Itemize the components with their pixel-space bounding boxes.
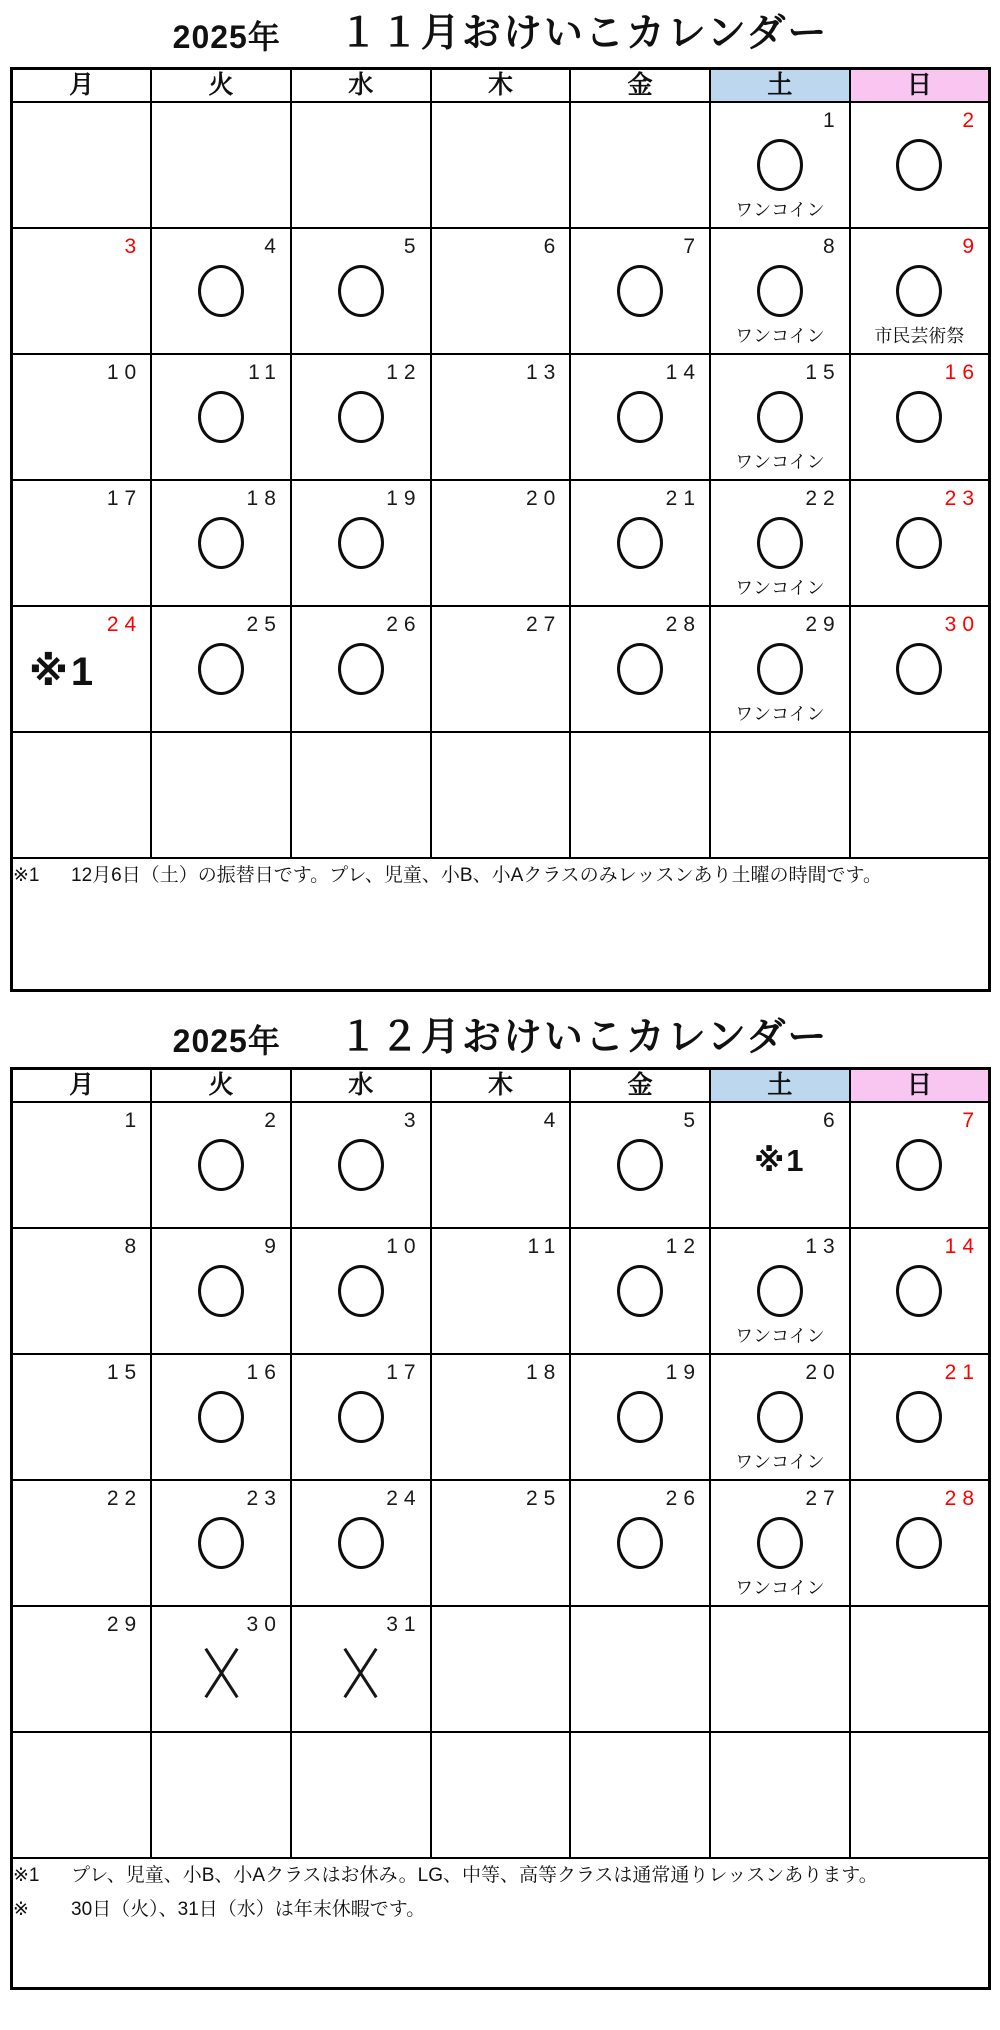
day-header-sat: 土	[710, 1069, 850, 1103]
day-cell	[151, 606, 291, 732]
day-cell	[710, 102, 850, 228]
lesson-circle-icon	[198, 391, 244, 443]
lesson-circle-icon	[198, 643, 244, 695]
day-cell-empty	[431, 1606, 571, 1732]
day-cell	[291, 354, 431, 480]
day-cell	[850, 354, 990, 480]
day-number: 8	[823, 235, 841, 258]
day-cell	[151, 1354, 291, 1480]
day-cell	[12, 228, 152, 354]
day-header-fri: 金	[570, 1069, 710, 1103]
week-row	[12, 1480, 990, 1606]
lesson-circle-icon	[198, 265, 244, 317]
day-cell	[850, 1102, 990, 1228]
day-cell	[850, 1480, 990, 1606]
calendar-year-label: 2025年	[172, 19, 281, 55]
day-cell	[431, 1228, 571, 1354]
day-event-label: ワンコイン	[735, 1452, 825, 1472]
day-cell	[570, 1354, 710, 1480]
day-cell	[291, 606, 431, 732]
day-cell	[710, 1228, 850, 1354]
day-number-holiday: 7	[962, 1109, 980, 1132]
day-number-holiday: 2	[962, 109, 980, 132]
day-cell	[12, 1228, 152, 1354]
day-number: 4	[543, 1109, 562, 1132]
day-cell	[431, 228, 571, 354]
day-number-holiday: 3	[124, 235, 143, 258]
day-number: 26	[386, 613, 422, 636]
lesson-circle-icon	[338, 517, 384, 569]
day-cell-empty	[151, 1732, 291, 1858]
day-event-label: ワンコイン	[735, 452, 825, 472]
day-number: 31	[386, 1613, 422, 1636]
calendar-table	[10, 1067, 991, 1990]
day-cell	[850, 228, 990, 354]
day-number: 29	[805, 613, 841, 636]
day-cell	[710, 480, 850, 606]
day-number: 30	[246, 1613, 282, 1636]
day-number: 18	[525, 1361, 562, 1384]
day-header-wed: 水	[291, 69, 431, 103]
calendar-month-title: １１月おけいこカレンダー	[338, 12, 829, 55]
day-header-sun: 日	[850, 69, 990, 103]
week-row	[12, 354, 990, 480]
day-number-holiday: 28	[944, 1487, 980, 1510]
footnote-reference-mark: ※1	[29, 650, 97, 694]
day-cell-empty	[710, 1732, 850, 1858]
day-cell-empty	[570, 102, 710, 228]
day-cell	[570, 480, 710, 606]
day-number-holiday: 16	[944, 361, 980, 384]
day-cell	[151, 1606, 291, 1732]
day-cell-empty	[12, 102, 152, 228]
day-cell-empty	[570, 1732, 710, 1858]
day-number: 22	[805, 487, 841, 510]
lesson-circle-icon	[757, 1517, 803, 1569]
day-cell	[12, 1480, 152, 1606]
calendar-footer	[12, 1858, 990, 1989]
day-number: 2	[264, 1109, 282, 1132]
day-event-label: ワンコイン	[735, 1326, 825, 1346]
lesson-circle-icon	[198, 1139, 244, 1191]
day-number: 19	[386, 487, 422, 510]
calendar-header	[12, 1069, 990, 1103]
calendar-year-label: 2025年	[172, 1023, 281, 1059]
day-cell-empty	[12, 732, 152, 858]
day-cell	[291, 228, 431, 354]
lesson-circle-icon	[757, 517, 803, 569]
week-row	[12, 1606, 990, 1732]
lesson-circle-icon	[198, 1391, 244, 1443]
day-number: 17	[386, 1361, 422, 1384]
day-cell	[151, 1480, 291, 1606]
lesson-circle-icon	[617, 643, 663, 695]
day-cell	[570, 228, 710, 354]
day-number: 5	[683, 1109, 702, 1132]
day-number-holiday: 23	[944, 487, 980, 510]
lesson-circle-icon	[198, 517, 244, 569]
day-number: 13	[525, 361, 562, 384]
day-cell	[151, 354, 291, 480]
day-event-label: ワンコイン	[735, 326, 825, 346]
day-cell-empty	[570, 1606, 710, 1732]
day-number-holiday: 14	[944, 1235, 980, 1258]
day-header-thu: 木	[431, 69, 571, 103]
calendar-table	[10, 67, 991, 992]
lesson-circle-icon	[617, 1265, 663, 1317]
day-cell	[151, 480, 291, 606]
day-number: 9	[264, 1235, 282, 1258]
day-number-holiday: 9	[962, 235, 980, 258]
day-number: 15	[106, 1361, 143, 1384]
day-number-holiday: 24	[106, 613, 143, 636]
day-cell	[431, 1354, 571, 1480]
day-cell	[12, 1102, 152, 1228]
lesson-circle-icon	[896, 139, 942, 191]
lesson-circle-icon	[338, 391, 384, 443]
footnote-reference-mark: ※1	[754, 1143, 806, 1178]
lesson-circle-icon	[896, 643, 942, 695]
day-cell-empty	[710, 1606, 850, 1732]
day-cell	[570, 1228, 710, 1354]
day-number: 3	[403, 1109, 422, 1132]
day-cell	[151, 1228, 291, 1354]
day-number: 25	[246, 613, 282, 636]
week-row	[12, 606, 990, 732]
day-number: 27	[805, 1487, 841, 1510]
calendar-body	[12, 1102, 990, 1858]
lesson-circle-icon	[338, 1517, 384, 1569]
day-cell-empty	[291, 732, 431, 858]
footnote-marker: ※	[13, 1899, 29, 1920]
day-cell-empty	[151, 102, 291, 228]
lesson-circle-icon	[338, 1139, 384, 1191]
day-cell	[431, 1102, 571, 1228]
day-number: 22	[106, 1487, 143, 1510]
day-cell	[12, 606, 152, 732]
day-cell	[291, 1606, 431, 1732]
day-number-holiday: 21	[944, 1361, 980, 1384]
day-number: 18	[246, 487, 282, 510]
day-cell	[431, 1480, 571, 1606]
day-header-mon: 月	[12, 69, 152, 103]
day-number: 1	[823, 109, 841, 132]
day-cell	[850, 102, 990, 228]
lesson-circle-icon	[896, 1139, 942, 1191]
day-cell	[12, 480, 152, 606]
day-number: 11	[248, 361, 282, 384]
lesson-circle-icon	[617, 391, 663, 443]
day-cell	[12, 354, 152, 480]
day-number: 11	[527, 1235, 562, 1258]
lesson-circle-icon	[896, 391, 942, 443]
day-header-sat: 土	[710, 69, 850, 103]
lesson-circle-icon	[757, 1391, 803, 1443]
day-number: 13	[805, 1235, 841, 1258]
day-number: 7	[683, 235, 702, 258]
lesson-circle-icon	[338, 643, 384, 695]
day-cell	[850, 1228, 990, 1354]
day-header-row	[12, 69, 990, 103]
day-cell	[850, 480, 990, 606]
lesson-circle-icon	[757, 1265, 803, 1317]
lesson-circle-icon	[896, 517, 942, 569]
day-number: 28	[665, 613, 702, 636]
day-cell	[710, 1354, 850, 1480]
lesson-circle-icon	[757, 139, 803, 191]
day-number: 12	[386, 361, 422, 384]
week-row	[12, 1354, 990, 1480]
week-row	[12, 1228, 990, 1354]
day-header-thu: 木	[431, 1069, 571, 1103]
lesson-circle-icon	[198, 1265, 244, 1317]
day-cell-empty	[431, 1732, 571, 1858]
day-cell-empty	[850, 1732, 990, 1858]
lesson-circle-icon	[617, 1391, 663, 1443]
day-number: 14	[665, 361, 702, 384]
lesson-circle-icon	[757, 643, 803, 695]
day-number: 23	[246, 1487, 282, 1510]
footnote-line	[13, 1893, 988, 1927]
week-row	[12, 1732, 990, 1858]
week-row	[12, 732, 990, 858]
day-cell	[291, 1354, 431, 1480]
day-event-label: 市民芸術祭	[874, 326, 965, 346]
day-header-tue: 火	[151, 1069, 291, 1103]
footnote-text: 30日（火）、31日（水）は年末休暇です。	[71, 1899, 426, 1920]
footnote-row	[12, 1858, 990, 1989]
day-cell-empty	[570, 732, 710, 858]
day-cell-empty	[151, 732, 291, 858]
lesson-circle-icon	[896, 1391, 942, 1443]
day-number: 21	[665, 487, 702, 510]
day-number: 25	[525, 1487, 562, 1510]
day-number: 26	[665, 1487, 702, 1510]
calendar-title	[10, 1013, 991, 1067]
day-number-holiday: 30	[944, 613, 980, 636]
week-row	[12, 228, 990, 354]
day-number: 4	[264, 235, 282, 258]
footnote-cell	[12, 858, 990, 991]
calendar-footer	[12, 858, 990, 991]
day-number: 24	[386, 1487, 422, 1510]
day-number: 19	[665, 1361, 702, 1384]
lesson-circle-icon	[757, 391, 803, 443]
day-number: 1	[124, 1109, 143, 1132]
day-number: 10	[386, 1235, 422, 1258]
day-number: 5	[403, 235, 422, 258]
day-event-label: ワンコイン	[735, 704, 825, 724]
lesson-circle-icon	[617, 1139, 663, 1191]
calendar-title	[10, 0, 991, 67]
lesson-circle-icon	[757, 265, 803, 317]
day-cell-empty	[291, 102, 431, 228]
day-header-wed: 水	[291, 1069, 431, 1103]
day-cell	[151, 1102, 291, 1228]
day-cell	[710, 606, 850, 732]
footnote-text: プレ、児童、小B、小Aクラスはお休み。LG、中等、高等クラスは通常通りレッスンあります。	[71, 1865, 878, 1886]
day-cell-empty	[431, 102, 571, 228]
month-calendar-section	[10, 1013, 991, 1990]
day-number: 29	[106, 1613, 143, 1636]
day-cell-empty	[12, 1732, 152, 1858]
day-cell	[291, 1480, 431, 1606]
lesson-circle-icon	[896, 265, 942, 317]
day-cell-empty	[850, 732, 990, 858]
footnote-marker: ※1	[13, 865, 40, 886]
lesson-circle-icon	[617, 265, 663, 317]
day-cell	[291, 1102, 431, 1228]
day-number: 20	[525, 487, 562, 510]
day-cell	[291, 480, 431, 606]
day-number: 15	[805, 361, 841, 384]
day-cell	[570, 606, 710, 732]
day-cell	[710, 228, 850, 354]
day-event-label: ワンコイン	[735, 1578, 825, 1598]
day-cell	[710, 1480, 850, 1606]
day-cell-empty	[850, 1606, 990, 1732]
footnote-line	[13, 1859, 988, 1893]
day-event-label: ワンコイン	[735, 200, 825, 220]
footnote-cell	[12, 1858, 990, 1989]
day-number: 16	[246, 1361, 282, 1384]
calendar-body	[12, 102, 990, 858]
day-header-fri: 金	[570, 69, 710, 103]
day-cell	[12, 1606, 152, 1732]
day-number: 6	[823, 1109, 841, 1132]
month-calendar-section	[10, 0, 991, 992]
day-number: 12	[665, 1235, 702, 1258]
lesson-circle-icon	[338, 265, 384, 317]
day-number: 6	[543, 235, 562, 258]
day-header-tue: 火	[151, 69, 291, 103]
day-number: 8	[124, 1235, 143, 1258]
day-header-sun: 日	[850, 1069, 990, 1103]
footnote-text: 12月6日（土）の振替日です。プレ、児童、小B、小Aクラスのみレッスンあり土曜の時間です。	[71, 865, 882, 886]
footnote-marker: ※1	[13, 1865, 40, 1886]
day-cell	[151, 228, 291, 354]
day-header-mon: 月	[12, 1069, 152, 1103]
day-cell	[570, 1480, 710, 1606]
day-cell	[570, 1102, 710, 1228]
week-row	[12, 480, 990, 606]
day-cell	[570, 354, 710, 480]
day-cell	[291, 1228, 431, 1354]
lesson-circle-icon	[338, 1265, 384, 1317]
day-header-row	[12, 1069, 990, 1103]
lesson-circle-icon	[896, 1517, 942, 1569]
calendar-header	[12, 69, 990, 103]
day-cell-empty	[710, 732, 850, 858]
day-cell	[431, 354, 571, 480]
lesson-circle-icon	[617, 517, 663, 569]
day-cell	[12, 1354, 152, 1480]
day-number: 20	[805, 1361, 841, 1384]
day-cell	[850, 606, 990, 732]
day-cell-empty	[431, 732, 571, 858]
day-cell	[431, 606, 571, 732]
lesson-circle-icon	[198, 1517, 244, 1569]
day-cell	[850, 1354, 990, 1480]
lesson-circle-icon	[896, 1265, 942, 1317]
day-cell	[710, 1102, 850, 1228]
day-number: 27	[525, 613, 562, 636]
lesson-circle-icon	[338, 1391, 384, 1443]
lesson-circle-icon	[617, 1517, 663, 1569]
calendar-month-title: １２月おけいこカレンダー	[338, 1016, 829, 1059]
week-row	[12, 1102, 990, 1228]
day-event-label: ワンコイン	[735, 578, 825, 598]
week-row	[12, 102, 990, 228]
day-number: 17	[106, 487, 143, 510]
day-cell-empty	[291, 1732, 431, 1858]
day-cell	[431, 480, 571, 606]
day-cell	[710, 354, 850, 480]
footnote-line	[13, 859, 988, 893]
day-number: 10	[106, 361, 143, 384]
footnote-row	[12, 858, 990, 991]
